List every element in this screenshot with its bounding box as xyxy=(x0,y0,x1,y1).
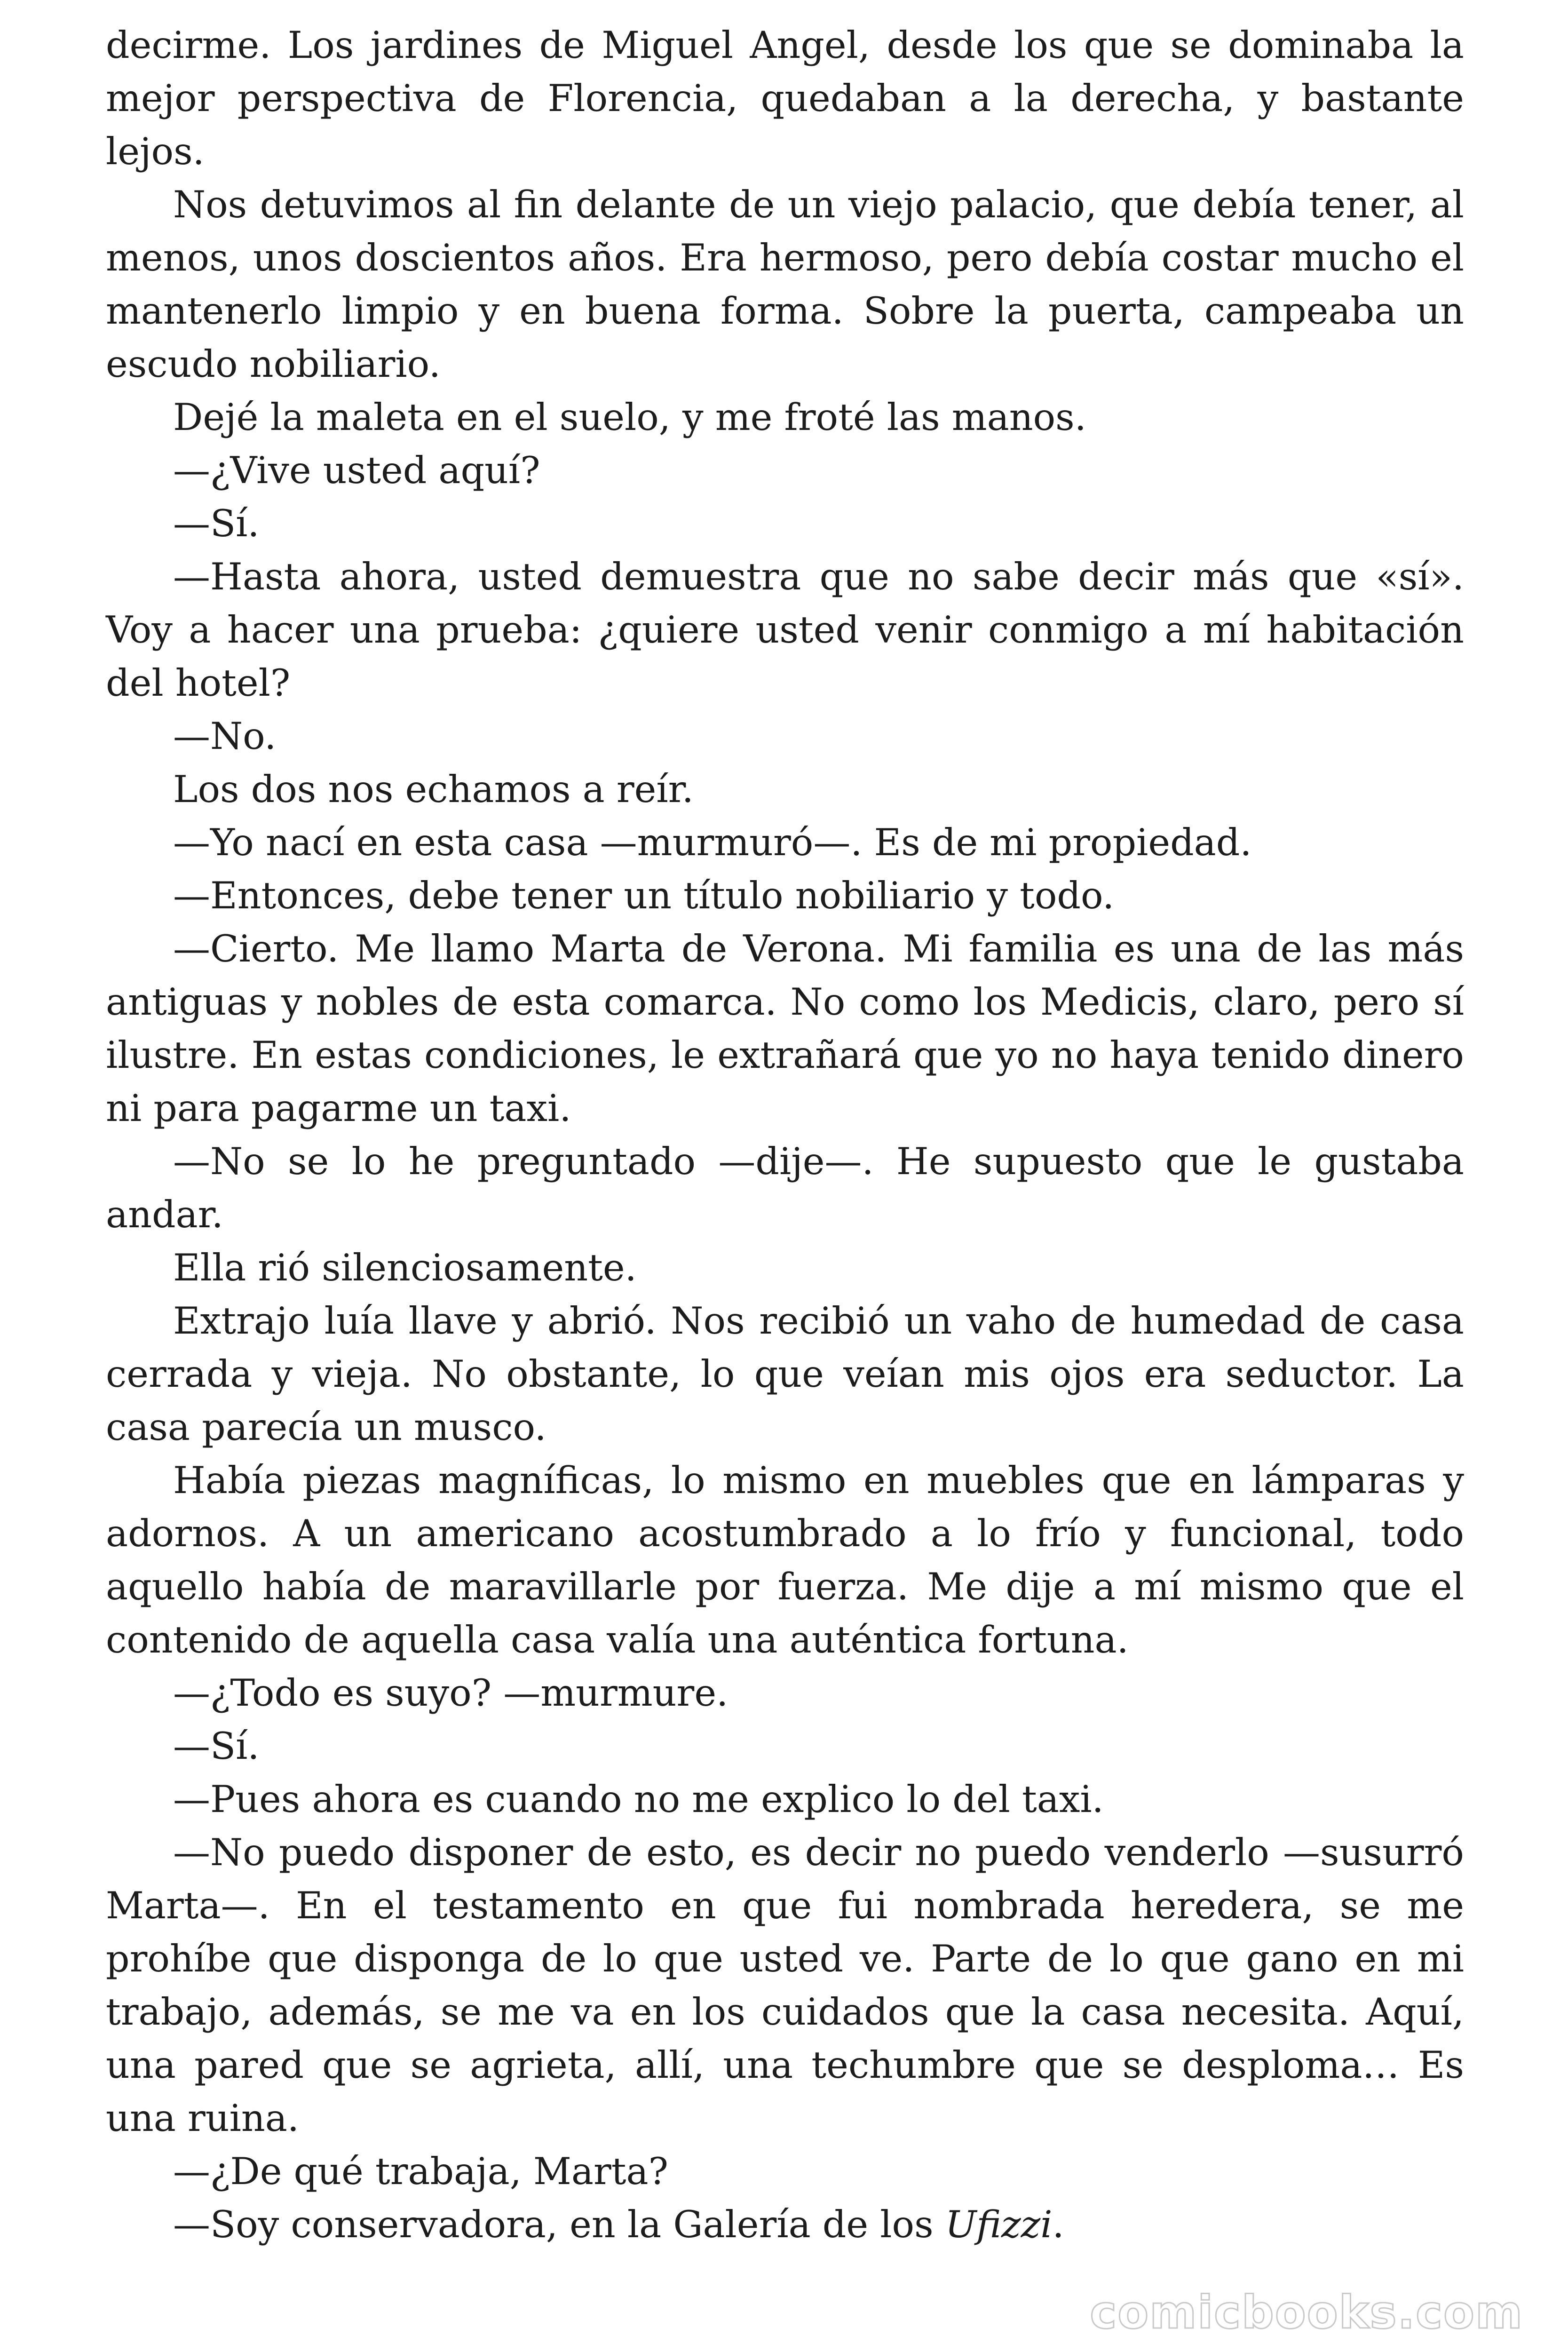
paragraph-11: —Cierto. Me llamo Marta de Verona. Mi familia es una de las más antiguas y nobles de esta comarca. No como los Medicis, claro, pero sí ilustre. En estas condiciones, le extrañará que yo no haya tenido dinero ni para pagarme un taxi. xyxy=(106,927,1464,1130)
paragraph-18: —Pues ahora es cuando no me explico lo del taxi. xyxy=(173,1778,1104,1821)
paragraph-3: Dejé la maleta en el suelo, y me froté las manos. xyxy=(173,396,1086,439)
paragraph-12: —No se lo he preguntado —dije—. He supuesto que le gustaba andar. xyxy=(106,1140,1464,1236)
paragraph-10: —Entonces, debe tener un título nobiliario y todo. xyxy=(173,874,1115,917)
paragraph-7: —No. xyxy=(173,715,277,758)
paragraph-1: decirme. Los jardines de Miguel Angel, desde los que se dominaba la mejor perspectiva de Florencia, quedaban a la derecha, y bastante lejos. xyxy=(106,24,1464,173)
gallery-name-emphasis: Ufizzi xyxy=(945,2203,1053,2246)
book-page-text xyxy=(106,19,1464,2251)
watermark: comicbooks.com xyxy=(1090,2286,1523,2339)
paragraph-16: —¿Todo es suyo? —murmure. xyxy=(173,1671,729,1715)
paragraph-8: Los dos nos echamos a reír. xyxy=(173,768,694,811)
paragraph-9: —Yo nací en esta casa —murmuró—. Es de mi propiedad. xyxy=(173,821,1252,864)
paragraph-15: Había piezas magníficas, lo mismo en muebles que en lámparas y adornos. A un americano acostumbrado a lo frío y funcional, todo aquello había de maravillarle por fuerza. Me dije a mí mismo que el contenido de aquella casa valía una auténtica fortuna. xyxy=(106,1459,1464,1661)
paragraph-5: —Sí. xyxy=(173,502,260,545)
paragraph-6: —Hasta ahora, usted demuestra que no sabe decir más que «sí». Voy a hacer una prueba: ¿quiere usted venir conmigo a mí habitación del hotel? xyxy=(106,555,1464,705)
paragraph-17: —Sí. xyxy=(173,1724,260,1768)
paragraph-13: Ella rió silenciosamente. xyxy=(173,1246,637,1289)
paragraph-20: —¿De qué trabaja, Marta? xyxy=(173,2150,668,2193)
paragraph-2: Nos detuvimos al fin delante de un viejo palacio, que debía tener, al menos, unos doscientos años. Era hermoso, pero debía costar mucho el mantenerlo limpio y en buena forma. Sobre la puerta, campeaba un escudo nobiliario. xyxy=(106,183,1464,386)
paragraph-21 xyxy=(106,2198,1464,2251)
paragraph-21-end: . xyxy=(1052,2203,1064,2246)
paragraph-4: —¿Vive usted aquí? xyxy=(173,449,540,492)
paragraph-21-text: —Soy conservadora, en la Galería de los xyxy=(173,2203,945,2246)
paragraph-14: Extrajo luía llave y abrió. Nos recibió un vaho de humedad de casa cerrada y vieja. No obstante, lo que veían mis ojos era seductor. La casa parecía un musco. xyxy=(106,1299,1464,1449)
paragraph-19: —No puedo disponer de esto, es decir no puedo venderlo —susurró Marta—. En el testamento en que fui nombrada heredera, se me prohíbe que disponga de lo que usted ve. Parte de lo que gano en mi trabajo, además, se me va en los cuidados que la casa necesita. Aquí, una pared que se agrieta, allí, una techumbre que se desploma… Es una ruina. xyxy=(106,1831,1464,2140)
